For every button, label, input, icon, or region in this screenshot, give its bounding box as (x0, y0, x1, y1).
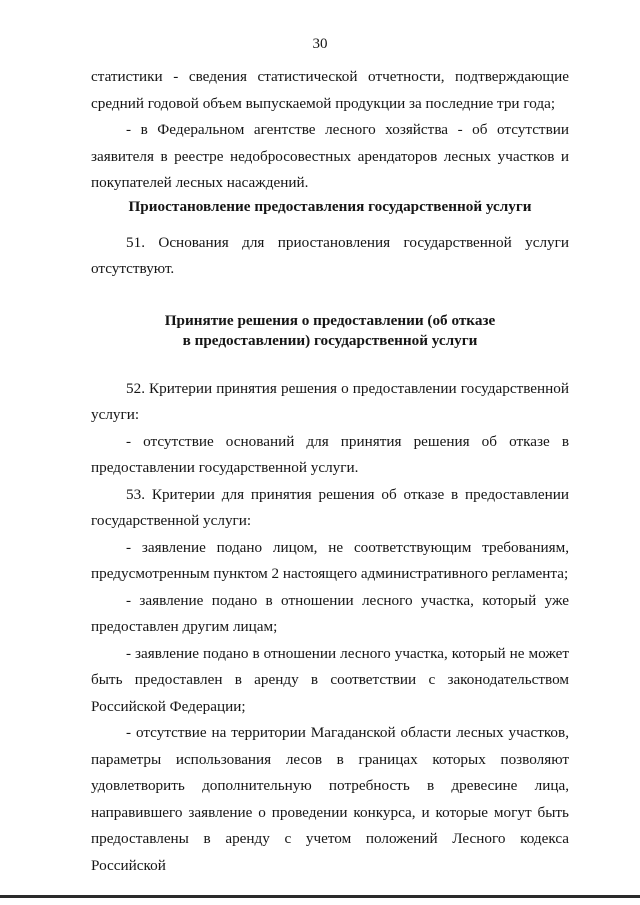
paragraph-53-item-2: - заявление подано в отношении лесного участка, который уже предоставлен другим лицам; (91, 591, 569, 635)
paragraph-51: 51. Основания для приостановления государственной услуги отсутствуют. (91, 233, 569, 277)
heading-decision-line2: в предоставлении) государственной услуги (182, 331, 478, 349)
document-body (91, 64, 569, 879)
heading-suspension: Приостановление предоставления государственной услуги (128, 197, 532, 215)
paragraph-53-item-4: - отсутствие на территории Магаданской области лесных участков, параметры использования лесов в границах которых позволяют удовлетворить дополнительную потребность в древесине лица, направившего заявление о проведении конкурса, и которые могут быть предоставлены в аренду с учетом положений Лесного кодекса Российской (91, 724, 569, 874)
paragraph-statistics: статистики - сведения статистической отчетности, подтверждающие средний годовой объем выпускаемой продукции за последние три года; (91, 68, 569, 112)
page-number: 30 (312, 36, 328, 52)
paragraph-53: 53. Критерии для принятия решения об отказе в предоставлении государственной услуги: (91, 485, 569, 529)
paragraph-federal-agency: - в Федеральном агентстве лесного хозяйства - об отсутствии заявителя в реестре недобросовестных арендаторов лесных участков и покупателей лесных насаждений. (91, 121, 569, 191)
paragraph-52: 52. Критерии принятия решения о предоставлении государственной услуги: (91, 379, 569, 423)
heading-decision-line1: Принятие решения о предоставлении (об отказе (164, 311, 496, 329)
heading-decision (91, 311, 569, 351)
paragraph-53-item-3: - заявление подано в отношении лесного участка, который не может быть предоставлен в аренду в соответствии с законодательством Российской Федерации; (91, 644, 569, 715)
scan-bottom-edge (0, 895, 640, 898)
paragraph-53-item-1: - заявление подано лицом, не соответствующим требованиям, предусмотренным пунктом 2 настоящего административного регламента; (91, 538, 569, 582)
paragraph-52-item: - отсутствие оснований для принятия решения об отказе в предоставлении государственной услуги. (91, 432, 569, 476)
